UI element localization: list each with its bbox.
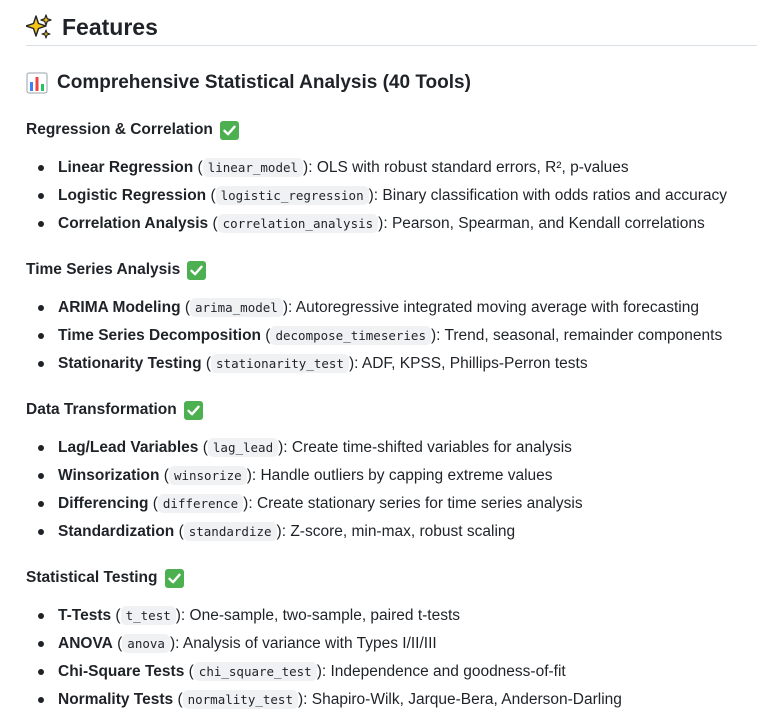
list-item — [26, 322, 757, 350]
list-item — [26, 686, 757, 714]
paren-open: ( — [198, 439, 208, 456]
item-name: T-Tests — [58, 607, 112, 624]
bullet-icon — [38, 669, 44, 675]
bullet-icon — [38, 529, 44, 535]
group-heading — [26, 258, 757, 282]
bullet-icon — [38, 473, 44, 479]
list-item — [26, 602, 757, 630]
item-name: ANOVA — [58, 635, 113, 652]
group-heading — [26, 398, 757, 422]
paren-close: ): — [316, 663, 331, 680]
paren-close: ): — [246, 467, 261, 484]
paren-close: ): — [282, 299, 296, 316]
paren-close: ): — [175, 607, 190, 624]
list-item — [26, 658, 757, 686]
item-code: difference — [158, 494, 243, 513]
group-title: Time Series Analysis — [26, 261, 181, 278]
bullet-icon — [38, 221, 44, 227]
item-description: Trend, seasonal, remainder components — [444, 327, 723, 344]
paren-open: ( — [159, 467, 169, 484]
item-description: Create time-shifted variables for analysis — [291, 439, 572, 456]
group-time-series — [26, 258, 757, 378]
item-description: OLS with robust standard errors, R², p-values — [316, 159, 629, 176]
paren-close: ): — [278, 439, 292, 456]
group-regression-correlation — [26, 118, 757, 238]
item-description: One-sample, two-sample, paired t-tests — [189, 607, 461, 624]
item-code: stationarity_test — [211, 354, 349, 373]
item-code: t_test — [121, 606, 176, 625]
item-description: Create stationary series for time series analysis — [256, 495, 583, 512]
group-data-transformation — [26, 398, 757, 546]
paren-open: ( — [112, 635, 123, 652]
list-item — [26, 518, 757, 546]
paren-close: ): — [297, 691, 312, 708]
item-code: anova — [122, 634, 170, 653]
paren-open: ( — [261, 327, 271, 344]
group-title: Regression & Correlation — [26, 121, 213, 138]
item-name: Normality Tests — [58, 691, 174, 708]
tool-list — [26, 602, 757, 714]
bullet-icon — [38, 445, 44, 451]
paren-open: ( — [148, 495, 158, 512]
item-name: Time Series Decomposition — [58, 327, 261, 344]
paren-open: ( — [184, 663, 194, 680]
list-item — [26, 294, 757, 322]
item-description: Handle outliers by capping extreme values — [260, 467, 553, 484]
paren-open: ( — [206, 187, 216, 204]
list-item — [26, 210, 757, 238]
item-description: Shapiro-Wilk, Jarque-Bera, Anderson-Darling — [311, 691, 622, 708]
paren-open: ( — [111, 607, 121, 624]
check-mark-icon — [165, 569, 184, 588]
item-name: Stationarity Testing — [58, 355, 202, 372]
paren-close: ): — [243, 495, 257, 512]
check-mark-icon — [184, 401, 203, 420]
group-heading — [26, 566, 757, 590]
item-code: arima_model — [190, 298, 283, 317]
paren-open: ( — [201, 355, 212, 372]
item-description: Z-score, min-max, robust scaling — [290, 523, 516, 540]
item-name: Logistic Regression — [58, 187, 207, 204]
item-name: Winsorization — [58, 467, 160, 484]
paren-close: ): — [430, 327, 445, 344]
paren-close: ): — [169, 635, 183, 652]
bullet-icon — [38, 641, 44, 647]
item-description: Analysis of variance with Types I/II/III — [182, 635, 437, 652]
features-title: Features — [62, 13, 158, 40]
bullet-icon — [38, 333, 44, 339]
bullet-icon — [38, 305, 44, 311]
item-name: Correlation Analysis — [58, 215, 209, 232]
item-code: decompose_timeseries — [270, 326, 431, 345]
paren-open: ( — [180, 299, 191, 316]
paren-open: ( — [208, 215, 218, 232]
bullet-icon — [38, 697, 44, 703]
item-name: Differencing — [58, 495, 149, 512]
item-code: normality_test — [183, 690, 298, 709]
item-name: ARIMA Modeling — [58, 299, 181, 316]
item-code: linear_model — [203, 158, 303, 177]
bullet-icon — [38, 193, 44, 199]
list-item — [26, 462, 757, 490]
paren-close: ): — [368, 187, 383, 204]
list-item — [26, 434, 757, 462]
list-item — [26, 490, 757, 518]
item-code: standardize — [184, 522, 277, 541]
list-item — [26, 630, 757, 658]
tool-list — [26, 434, 757, 546]
item-description: Autoregressive integrated moving average with forecasting — [295, 299, 699, 316]
item-code: correlation_analysis — [218, 214, 379, 233]
list-item — [26, 154, 757, 182]
item-description: ADF, KPSS, Phillips-Perron tests — [361, 355, 588, 372]
check-mark-icon — [187, 261, 206, 280]
group-heading — [26, 118, 757, 142]
item-name: Standardization — [58, 523, 175, 540]
item-code: logistic_regression — [216, 186, 369, 205]
item-description: Binary classification with odds ratios and accuracy — [382, 187, 728, 204]
group-title: Statistical Testing — [26, 569, 158, 586]
paren-close: ): — [378, 215, 392, 232]
item-code: chi_square_test — [194, 662, 317, 681]
sparkles-icon — [26, 14, 52, 40]
item-name: Chi-Square Tests — [58, 663, 185, 680]
item-name: Linear Regression — [58, 159, 194, 176]
item-code: lag_lead — [208, 438, 278, 457]
paren-close: ): — [348, 355, 362, 372]
section-heading — [26, 69, 471, 97]
list-item — [26, 350, 757, 378]
paren-open: ( — [193, 159, 203, 176]
check-mark-icon — [220, 121, 239, 140]
item-code: winsorize — [169, 466, 247, 485]
item-name: Lag/Lead Variables — [58, 439, 199, 456]
group-statistical-testing — [26, 566, 757, 714]
item-description: Pearson, Spearman, and Kendall correlations — [391, 215, 705, 232]
bullet-icon — [38, 501, 44, 507]
bullet-icon — [38, 361, 44, 367]
paren-close: ): — [303, 159, 317, 176]
group-title: Data Transformation — [26, 401, 177, 418]
tool-list — [26, 154, 757, 238]
bullet-icon — [38, 165, 44, 171]
features-heading — [26, 8, 757, 46]
paren-close: ): — [276, 523, 291, 540]
bar-chart-icon — [26, 72, 48, 94]
tool-list — [26, 294, 757, 378]
paren-open: ( — [174, 523, 184, 540]
section-title: Comprehensive Statistical Analysis (40 Tools) — [57, 72, 471, 93]
list-item — [26, 182, 757, 210]
bullet-icon — [38, 613, 44, 619]
paren-open: ( — [173, 691, 183, 708]
item-description: Independence and goodness-of-fit — [330, 663, 566, 680]
